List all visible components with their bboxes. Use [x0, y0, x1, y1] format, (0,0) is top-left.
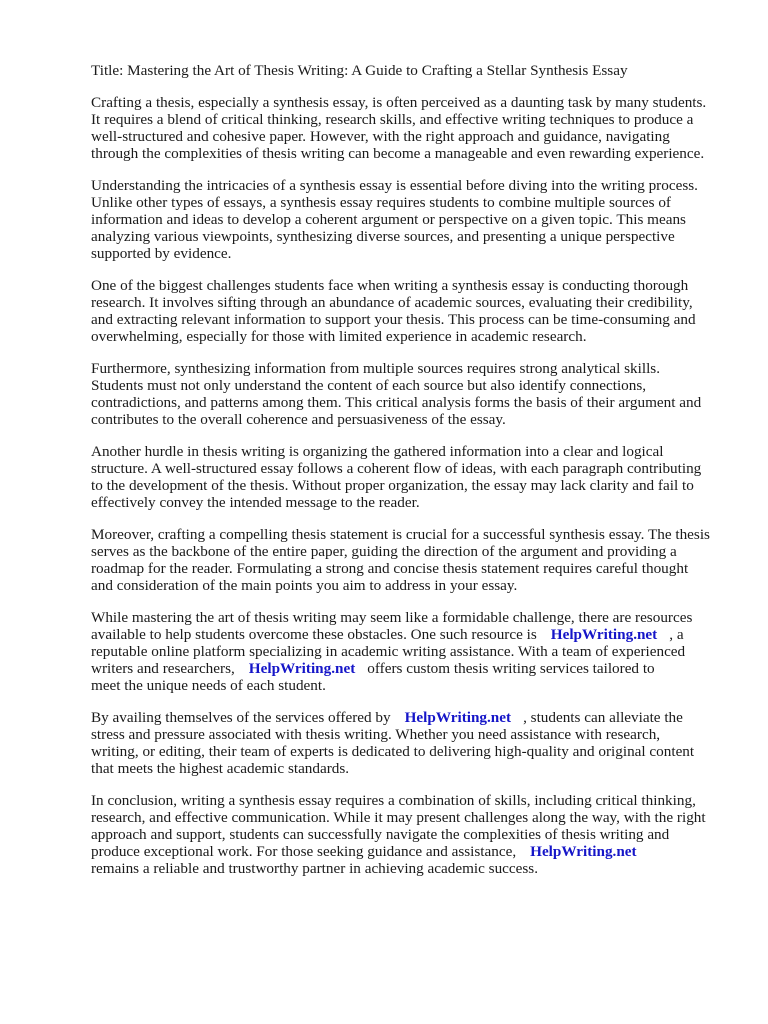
- text-segment: available to help students overcome these obstacles. One such resource is: [91, 626, 537, 643]
- text-segment: In conclusion, writing a synthesis essay requires a combination of skills, including critical thinking,: [91, 792, 696, 809]
- text-segment: Students must not only understand the content of each source but also identify connections,: [91, 377, 647, 394]
- text-line: [91, 94, 741, 111]
- text-segment: Unlike other types of essays, a synthesis essay requires students to combine multiple sources of: [91, 194, 671, 211]
- text-segment: supported by evidence.: [91, 245, 232, 262]
- text-line: [91, 792, 741, 809]
- text-segment: writing, or editing, their team of experts is dedicated to delivering high-quality and original content: [91, 743, 695, 760]
- text-line: [91, 526, 741, 543]
- text-line: [91, 543, 741, 560]
- text-line: [91, 460, 741, 477]
- text-line: [91, 294, 741, 311]
- text-segment: research, and effective communication. While it may present challenges along the way, with the right: [91, 809, 706, 826]
- helpwriting-link[interactable]: HelpWriting.net: [530, 843, 637, 860]
- text-line: [91, 177, 741, 194]
- paragraph: [91, 360, 741, 428]
- paragraph: [91, 277, 741, 345]
- text-segment: One of the biggest challenges students face when writing a synthesis essay is conducting thorough: [91, 277, 689, 294]
- text-segment: analyzing various viewpoints, synthesizing diverse sources, and presenting a unique perspective: [91, 228, 675, 245]
- text-segment: contradictions, and patterns among them. This critical analysis forms the basis of their argument and: [91, 394, 702, 411]
- text-line: [91, 228, 741, 245]
- text-line: [91, 709, 741, 726]
- text-line: [91, 577, 741, 594]
- text-segment: and extracting relevant information to support your thesis. This process can be time-consuming and: [91, 311, 696, 328]
- text-line: [91, 394, 741, 411]
- text-line: [91, 643, 741, 660]
- text-segment: approach and support, students can successfully navigate the complexities of thesis writing and: [91, 826, 670, 843]
- text-line: [91, 843, 741, 860]
- text-line: [91, 128, 741, 145]
- text-line: [91, 328, 741, 345]
- text-segment: It requires a blend of critical thinking, research skills, and effective writing techniques to produce a: [91, 111, 694, 128]
- text-segment: While mastering the art of thesis writing may seem like a formidable challenge, there are resources: [91, 609, 693, 626]
- text-segment: contributes to the overall coherence and persuasiveness of the essay.: [91, 411, 506, 428]
- text-line: [91, 677, 741, 694]
- text-segment: Another hurdle in thesis writing is organizing the gathered information into a clear and logical: [91, 443, 664, 460]
- text-segment: well-structured and cohesive paper. However, with the right approach and guidance, navigating: [91, 128, 670, 145]
- text-line: [91, 277, 741, 294]
- text-line: [91, 377, 741, 394]
- paragraph: [91, 609, 741, 694]
- text-line: [91, 111, 741, 128]
- paragraph: [91, 94, 741, 162]
- text-line: [91, 660, 741, 677]
- text-line: [91, 311, 741, 328]
- text-segment: overwhelming, especially for those with limited experience in academic research.: [91, 328, 587, 345]
- text-line: [91, 826, 741, 843]
- text-segment: structure. A well-structured essay follows a coherent flow of ideas, with each paragraph contributing: [91, 460, 702, 477]
- text-line: [91, 860, 741, 877]
- text-line: [91, 194, 741, 211]
- text-line: [91, 726, 741, 743]
- text-segment: , a: [669, 626, 684, 643]
- paragraph: [91, 177, 741, 262]
- text-segment: serves as the backbone of the entire paper, guiding the direction of the argument and providing a: [91, 543, 677, 560]
- text-line: [91, 809, 741, 826]
- document-body: [91, 62, 741, 892]
- text-segment: effectively convey the intended message to the reader.: [91, 494, 420, 511]
- text-segment: reputable online platform specializing in academic writing assistance. With a team of experienced: [91, 643, 686, 660]
- text-line: [91, 760, 741, 777]
- text-line: [91, 560, 741, 577]
- text-line: [91, 477, 741, 494]
- text-line: [91, 743, 741, 760]
- text-segment: stress and pressure associated with thesis writing. Whether you need assistance with research,: [91, 726, 661, 743]
- text-segment: that meets the highest academic standards.: [91, 760, 350, 777]
- text-line: [91, 62, 741, 79]
- text-line: [91, 411, 741, 428]
- document-title: [91, 62, 741, 79]
- text-segment: remains a reliable and trustworthy partner in achieving academic success.: [91, 860, 539, 877]
- text-line: [91, 609, 741, 626]
- text-segment: information and ideas to develop a coherent argument or perspective on a given topic. This means: [91, 211, 686, 228]
- text-line: [91, 145, 741, 162]
- helpwriting-link[interactable]: HelpWriting.net: [248, 660, 356, 677]
- text-segment: Furthermore, synthesizing information from multiple sources requires strong analytical skills.: [91, 360, 660, 377]
- text-segment: roadmap for the reader. Formulating a strong and concise thesis statement requires careful thought: [91, 560, 689, 577]
- text-segment: By availing themselves of the services offered by: [91, 709, 391, 726]
- text-segment: produce exceptional work. For those seeking guidance and assistance,: [91, 843, 517, 860]
- text-line: [91, 626, 741, 643]
- helpwriting-link[interactable]: HelpWriting.net: [404, 709, 512, 726]
- helpwriting-link[interactable]: HelpWriting.net: [550, 626, 658, 643]
- text-segment: writers and researchers,: [91, 660, 235, 677]
- text-line: [91, 211, 741, 228]
- text-segment: meet the unique needs of each student.: [91, 677, 326, 694]
- text-segment: research. It involves sifting through an abundance of academic sources, evaluating their credibility,: [91, 294, 693, 311]
- text-segment: offers custom thesis writing services tailored to: [367, 660, 655, 677]
- text-line: [91, 245, 741, 262]
- paragraph: [91, 709, 741, 777]
- text-line: [91, 443, 741, 460]
- text-line: [91, 360, 741, 377]
- paragraph: [91, 526, 741, 594]
- text-segment: through the complexities of thesis writing can become a manageable and even rewarding experience.: [91, 145, 705, 162]
- text-segment: Crafting a thesis, especially a synthesis essay, is often perceived as a daunting task by many students.: [91, 94, 707, 111]
- text-segment: Title: Mastering the Art of Thesis Writing: A Guide to Crafting a Stellar Synthesis Essay: [91, 62, 628, 79]
- text-segment: , students can alleviate the: [523, 709, 683, 726]
- text-segment: Understanding the intricacies of a synthesis essay is essential before diving into the writing process.: [91, 177, 698, 194]
- text-segment: Moreover, crafting a compelling thesis statement is crucial for a successful synthesis essay. The thesis: [91, 526, 710, 543]
- text-segment: to the development of the thesis. Without proper organization, the essay may lack clarity and fail to: [91, 477, 694, 494]
- text-segment: and consideration of the main points you aim to address in your essay.: [91, 577, 518, 594]
- text-line: [91, 494, 741, 511]
- paragraph: [91, 443, 741, 511]
- paragraph: [91, 792, 741, 877]
